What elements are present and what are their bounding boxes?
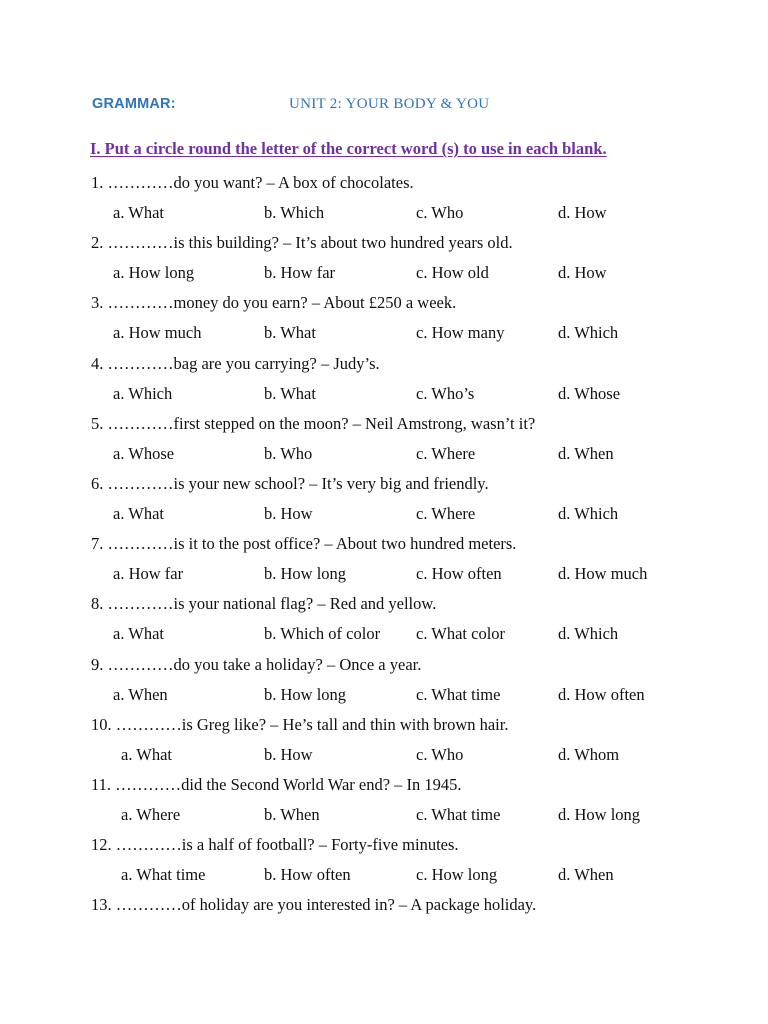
question-text: 11. …………did the Second World War end? – In 1945. xyxy=(91,774,462,794)
option-b[interactable]: b. How far xyxy=(264,263,336,283)
option-a[interactable]: a. What xyxy=(113,503,165,523)
option-d[interactable]: d. Which xyxy=(558,503,619,523)
option-d[interactable]: d. How xyxy=(558,263,607,283)
question-text: 4. …………bag are you carrying? – Judy’s. xyxy=(91,353,380,373)
option-b[interactable]: b. How xyxy=(264,744,313,764)
option-c[interactable]: c. How many xyxy=(416,323,505,343)
question-text: 2. …………is this building? – It’s about two hundred years old. xyxy=(91,233,513,253)
question-6 xyxy=(0,471,768,531)
question-2 xyxy=(0,230,768,290)
option-a[interactable]: a. How long xyxy=(113,263,195,283)
question-5 xyxy=(0,411,768,471)
option-b[interactable]: b. Which xyxy=(264,203,325,222)
question-text: 7. …………is it to the post office? – About two hundred meters. xyxy=(91,534,517,554)
answer-options xyxy=(0,384,768,406)
option-b[interactable]: b. How long xyxy=(264,564,347,584)
question-text: 6. …………is your new school? – It’s very big and friendly. xyxy=(91,473,489,493)
question-4 xyxy=(0,351,768,411)
option-c[interactable]: c. How old xyxy=(416,263,489,283)
question-10 xyxy=(0,712,768,772)
unit-title: UNIT 2: YOUR BODY & YOU xyxy=(289,96,490,112)
question-8 xyxy=(0,591,768,651)
question-text: 12. …………is a half of football? – Forty-five minutes. xyxy=(91,835,459,855)
answer-options xyxy=(0,685,768,707)
option-a[interactable]: a. Which xyxy=(113,383,173,403)
question-text: 13. …………of holiday are you interested in? – A package holiday. xyxy=(91,895,537,915)
answer-options xyxy=(0,263,768,285)
option-b[interactable]: b. How often xyxy=(264,865,351,885)
option-d[interactable]: d. When xyxy=(558,443,614,463)
answer-options xyxy=(0,805,768,827)
option-a[interactable]: a. How much xyxy=(113,323,202,343)
option-a[interactable]: a. What xyxy=(121,744,173,764)
question-text: 10. …………is Greg like? – He’s tall and thin with brown hair. xyxy=(91,714,509,734)
option-a[interactable]: a. What time xyxy=(121,865,206,885)
question-list xyxy=(0,170,768,952)
answer-options xyxy=(0,865,768,887)
option-a[interactable]: a. What xyxy=(113,203,165,222)
question-text: 5. …………first stepped on the moon? – Neil Amstrong, wasn’t it? xyxy=(91,413,536,433)
question-text: 8. …………is your national flag? – Red and yellow. xyxy=(91,594,437,614)
option-d[interactable]: d. Whose xyxy=(558,383,621,403)
question-text: 3. …………money do you earn? – About £250 a week. xyxy=(91,293,457,313)
option-d[interactable]: d. How often xyxy=(558,684,645,704)
answer-options xyxy=(0,624,768,646)
option-b[interactable]: b. How xyxy=(264,503,313,523)
option-c[interactable]: c. Who’s xyxy=(416,383,475,403)
question-13 xyxy=(0,892,768,952)
option-d[interactable]: d. How xyxy=(558,203,607,222)
option-c[interactable]: c. Where xyxy=(416,443,476,463)
option-c[interactable]: c. How long xyxy=(416,865,498,885)
question-9 xyxy=(0,652,768,712)
option-b[interactable]: b. What xyxy=(264,323,316,343)
grammar-label: GRAMMAR: xyxy=(92,96,176,112)
answer-options xyxy=(0,564,768,586)
option-c[interactable]: c. What color xyxy=(416,624,506,644)
answer-options xyxy=(0,444,768,466)
option-c[interactable]: c. Where xyxy=(416,503,476,523)
option-b[interactable]: b. How long xyxy=(264,684,347,704)
question-12 xyxy=(0,832,768,892)
option-a[interactable]: a. What xyxy=(113,624,165,644)
question-3 xyxy=(0,290,768,350)
question-1 xyxy=(0,170,768,230)
option-b[interactable]: b. What xyxy=(264,383,316,403)
option-a[interactable]: a. How far xyxy=(113,564,184,584)
option-d[interactable]: d. How long xyxy=(558,804,641,824)
option-d[interactable]: d. When xyxy=(558,865,614,885)
question-11 xyxy=(0,772,768,832)
worksheet-header xyxy=(92,96,692,118)
option-b[interactable]: b. Which of color xyxy=(264,624,381,644)
option-c[interactable]: c. What time xyxy=(416,804,501,824)
option-b[interactable]: b. Who xyxy=(264,443,313,463)
option-c[interactable]: c. Who xyxy=(416,203,464,222)
answer-options xyxy=(0,323,768,345)
option-d[interactable]: d. Which xyxy=(558,624,619,644)
answer-options xyxy=(0,203,768,225)
option-c[interactable]: c. What time xyxy=(416,684,501,704)
section-instruction: I. Put a circle round the letter of the correct word (s) to use in each blank. xyxy=(90,139,607,158)
option-d[interactable]: d. How much xyxy=(558,564,648,584)
question-7 xyxy=(0,531,768,591)
option-a[interactable]: a. Where xyxy=(121,804,181,824)
option-c[interactable]: c. Who xyxy=(416,744,464,764)
option-b[interactable]: b. When xyxy=(264,804,320,824)
option-c[interactable]: c. How often xyxy=(416,564,502,584)
option-a[interactable]: a. When xyxy=(113,684,168,704)
option-a[interactable]: a. Whose xyxy=(113,443,175,463)
question-text: 1. …………do you want? – A box of chocolates. xyxy=(91,173,414,192)
question-text: 9. …………do you take a holiday? – Once a year. xyxy=(91,654,422,674)
option-d[interactable]: d. Which xyxy=(558,323,619,343)
option-d[interactable]: d. Whom xyxy=(558,744,620,764)
answer-options xyxy=(0,504,768,526)
answer-options xyxy=(0,745,768,767)
